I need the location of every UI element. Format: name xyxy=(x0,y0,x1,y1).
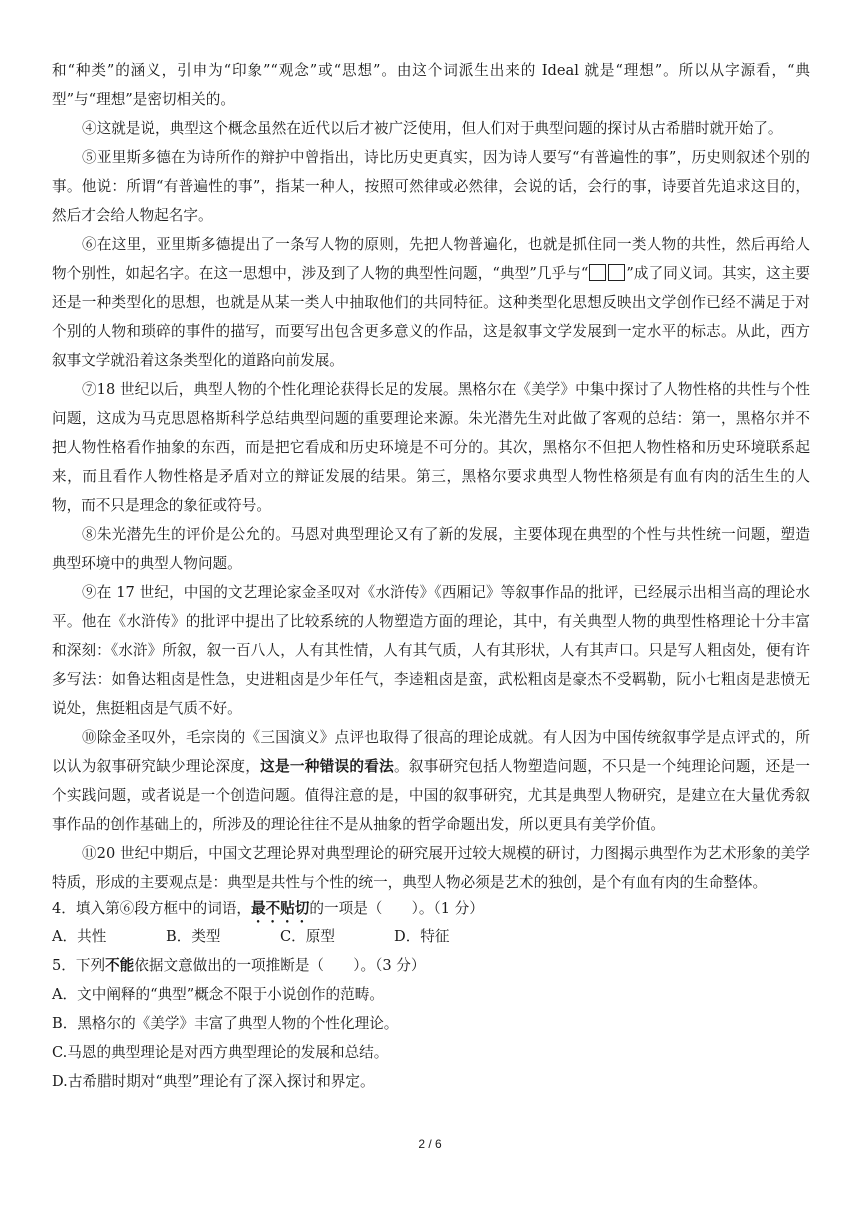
paragraph-11 xyxy=(52,839,810,897)
question-4 xyxy=(52,899,484,926)
question-4-options xyxy=(52,927,508,947)
paragraph-text: ⑧朱光潜先生的评价是公允的。马恩对典型理论又有了新的发展，主要体现在典型的个性与共性统一问题，塑造典型环境中的典型人物问题。 xyxy=(52,526,810,572)
option-c: C．原型 xyxy=(280,928,335,945)
page-number: 2 / 6 xyxy=(418,1137,442,1151)
paragraph-7 xyxy=(52,375,810,520)
paragraph-text: 和“种类”的涵义，引申为“印象”“观念”或“思想”。由这个词派生出来的 Ideal 就是“理想”。所以从字源看，“典型”与“理想”是密切相关的。 xyxy=(52,62,810,108)
paragraph-8 xyxy=(52,520,810,578)
option-a: A．文中阐释的“典型”概念不限于小说创作的范畴。 xyxy=(52,986,384,1003)
option-b: B．黑格尔的《美学》丰富了典型人物的个性化理论。 xyxy=(52,1015,399,1032)
question-text: 5．下列 xyxy=(52,957,106,974)
paragraph-6 xyxy=(52,230,810,375)
option-d: D.古希腊时期对“典型”理论有了深入探讨和界定。 xyxy=(52,1073,375,1090)
question-text: 依据文意做出的一项推断是（ ）。（3 分） xyxy=(134,957,426,974)
paragraph-text: ⑩除金圣叹外，毛宗岗的《三国演义》点评也取得了很高的理论成就。有人因为中国传统叙事学是点评式的，所以认为叙事研究缺少理论深度， xyxy=(52,729,810,775)
paragraph-text: ⑥在这里，亚里斯多德提出了一条写人物的原则，先把人物普遍化，也就是抓住同一类人物的共性，然后再给人物个别性，如起名字。在这一思想中，涉及到了人物的典型性问题，“典型”几乎与“ xyxy=(52,236,810,282)
paragraph-9 xyxy=(52,578,810,723)
paragraph-4 xyxy=(52,114,810,143)
paragraph-text: ⑤亚里斯多德在为诗所作的辩护中曾指出，诗比历史更真实，因为诗人要写“有普遍性的事”，历史则叙述个别的事。他说：所谓“有普遍性的事”，指某一种人，按照可然律或必然律，会说的话，会行的事，诗要首先追求这目的，然后才会给人物起名字。 xyxy=(52,149,810,224)
emphasis-text: 最不贴切 xyxy=(251,900,310,917)
paragraph-text: ⑨在 17 世纪，中国的文艺理论家金圣叹对《水浒传》《西厢记》等叙事作品的批评，已经展示出相当高的理论水平。他在《水浒传》的批评中提出了比较系统的人物塑造方面的理论，其中，有关典型人物的典型性格理论十分丰富和深刻：《水浒》所叙，叙一百八人，人有其性情，人有其气质，人有其形状，人有其声口。只是写人粗卤处，便有许多写法：如鲁达粗卤是性急，史进粗卤是少年任气，李逵粗卤是蛮，武松粗卤是豪杰不受羁勒，阮小七粗卤是悲愤无说处，焦挺粗卤是气质不好。 xyxy=(52,584,810,717)
question-text: 的一项是（ ）。（1 分） xyxy=(309,900,484,917)
paragraph-continued xyxy=(52,56,810,114)
bold-phrase: 这是一种错误的看法 xyxy=(260,758,394,775)
option-b: B．类型 xyxy=(166,928,221,945)
blank-box xyxy=(608,264,625,281)
paragraph-5 xyxy=(52,143,810,230)
paragraph-text: ”成了同义词。其实，这主要还是一种类型化的思想，也就是从某一类人中抽取他们的共同特征。这种类型化思想反映出文学创作已经不满足于对个别的人物和琐碎的事件的描写，而要写出包含更多意义的作品，这是叙事文学发展到一定水平的标志。从此，西方叙事文学就沿着这条类型化的道路向前发展。 xyxy=(52,265,810,369)
option-d: D．特征 xyxy=(394,928,450,945)
paragraph-text: ④这就是说，典型这个概念虽然在近代以后才被广泛使用，但人们对于典型问题的探讨从古希腊时就开始了。 xyxy=(82,120,783,137)
blank-box xyxy=(589,264,606,281)
paragraph-text: ⑪20 世纪中期后，中国文艺理论界对典型理论的研究展开过较大规模的研讨，力图揭示典型作为艺术形象的美学特质，形成的主要观点是：典型是共性与个性的统一，典型人物必须是艺术的独创，是个有血有肉的生命整体。 xyxy=(52,845,810,891)
paragraph-10 xyxy=(52,723,810,839)
emphasis-text: 不能 xyxy=(105,957,135,974)
paragraph-text: 。叙事研究包括人物塑造问题，不只是一个纯理论问题，还是一个实践问题，或者说是一个创造问题。值得注意的是，中国的叙事研究，尤其是典型人物研究，是建立在大量优秀叙事作品的创作基础上的，所涉及的理论往往不是从抽象的哲学命题出发，所以更具有美学价值。 xyxy=(52,758,810,833)
question-5 xyxy=(52,956,425,976)
option-c: C.马恩的典型理论是对西方典型理论的发展和总结。 xyxy=(52,1044,389,1061)
option-a: A．共性 xyxy=(52,928,107,945)
paragraph-text: ⑦18 世纪以后，典型人物的个性化理论获得长足的发展。黑格尔在《美学》中集中探讨了人物性格的共性与个性问题，这成为马克思恩格斯科学总结典型问题的重要理论来源。朱光潜先生对此做了客观的总结：第一，黑格尔并不把人物性格看作抽象的东西，而是把它看成和历史环境是不可分的。其次，黑格尔不但把人物性格和历史环境联系起来，而且看作人物性格是矛盾对立的辩证发展的结果。第三，黑格尔要求典型人物性格须是有血有肉的活生生的人物，而不只是理念的象征或符号。 xyxy=(52,381,810,514)
question-text: 4．填入第⑥段方框中的词语， xyxy=(52,900,252,917)
